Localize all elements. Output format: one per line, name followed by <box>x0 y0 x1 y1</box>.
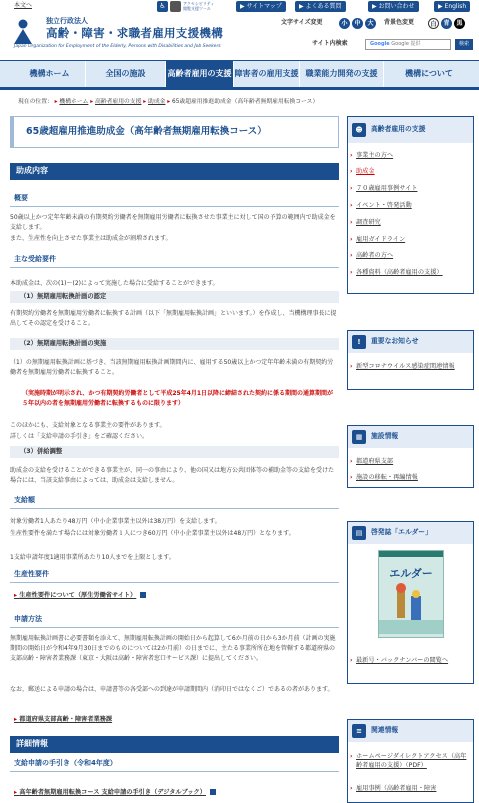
document-icon: ≡ <box>352 724 366 738</box>
procedure-text: 無期雇用転換計画書に必要書類を添えて、無期雇用転換計画の開始日から起算して6か月前の日から3か月前（計画の実施期間の開始日が令和4年9月30日までのものについては2か月前）の日までに、主たる事業所所在地を管轄する都道府県の支部高齢・障害者業務課（東京・大阪は高齢・障害者窓口サービス課）に提出してください。 <box>10 635 336 663</box>
org-name-en: Japan Organization for Employment of the Elderly, Persons with Disabilities and Job Seekers <box>14 44 221 49</box>
breadcrumb-current: 65歳超雇用推進助成金（高年齢者無期雇用転換コース） <box>172 99 319 105</box>
sidebar-item-elderly-people[interactable]: › 高齢者の方へ <box>356 251 470 260</box>
requirements-intro: 本助成金は、次の(1)〜(2)によって実施した場合に受給することができます。 <box>10 280 219 287</box>
bg-blue-button[interactable]: 青 <box>441 18 452 29</box>
english-button[interactable]: ▶ English <box>434 1 470 12</box>
heading-req1: （1）無期雇用転換計画の認定 <box>10 291 339 303</box>
jeed-logo[interactable] <box>12 18 34 44</box>
req1-text: 有期契約労働者を無期雇用労働者に転換する計画（以下「無期雇用転換計画」といいます。）を作成し、当機構理事長に提出してその認定を受けること。 <box>10 310 337 328</box>
breadcrumb: 現在の位置： ▸ 機構ホーム ▸ 高齢者雇用の支援 ▸ 助成金 ▸ 65歳超雇用推進助成金（高年齢者無期雇用転換コース） <box>18 99 319 105</box>
nav-item-elderly-support[interactable]: 高齢者雇用の支援 <box>166 61 234 87</box>
heading-guide: 支給申請の手引き（令和4年度） <box>10 758 339 772</box>
org-type: 独立行政法人 <box>46 17 88 25</box>
req3-text: 助成金の支給を受けることができる事業主が、同一の事由により、他の国又は地方公共団体等の補助金等の支給を受けた場合には、当該支給事由によっては、助成金は支給しません。 <box>10 467 335 485</box>
heading-overview: 概要 <box>10 193 339 207</box>
sidebar-support-heading: ☻ 高齢者雇用の支援 <box>348 117 473 143</box>
sitemap-button[interactable]: ▶ サイトマップ <box>236 1 286 12</box>
site-search-label: サイト内検索 <box>312 40 348 47</box>
elder-cover-title: エルダー <box>389 567 433 580</box>
heading-amount: 支給額 <box>10 495 339 509</box>
req2-note: （実施時期が明示され、かつ有期契約労働者として平成25年4月1日以降に締結された契約に係る期間の通算期間が５年以内の者を無期雇用労働者に転換するものに限ります） <box>22 390 334 408</box>
section-heading-detail: 詳細情報 <box>10 736 339 753</box>
procedure-text-2: なお、郵送による申請の場合は、申請書等の各受部への到達が申請期間内（消印日ではなくご）であるの者があります。 <box>10 686 334 693</box>
overview-text: 50歳以上かつ定年年齢未満の有期契約労働者を無期雇用労働者に転換させた事業主に対して国の予算の範囲内で助成金を支給します。 <box>10 214 336 232</box>
elder-cover-illustration <box>379 582 443 634</box>
external-link-icon <box>210 789 216 795</box>
section-heading-content: 助成内容 <box>10 163 339 180</box>
text-size-medium-button[interactable]: 中 <box>352 18 363 29</box>
nav-item-home[interactable]: 機構ホーム <box>14 61 86 87</box>
amount-text-2: 生産性要件を満たす場合には対象労働者１人につき60万円（中小企業事業主以外は48万円）となります。 <box>10 530 295 537</box>
sidebar-item-case-studies[interactable]: › 雇用事例（高齢者雇用・障害 <box>356 784 470 793</box>
elder-magazine-cover[interactable] <box>378 550 444 638</box>
breadcrumb-home[interactable]: 機構ホーム <box>59 99 89 105</box>
heading-requirements: 主な受給要件 <box>10 254 339 268</box>
contact-button[interactable]: ▶ お問い合わせ <box>368 1 419 12</box>
sidebar-elder-heading: ▤ 啓発誌「エルダー」 <box>348 522 473 544</box>
text-size-small-button[interactable]: 小 <box>339 18 350 29</box>
heading-req2: （2）無期雇用転換計画の実施 <box>10 338 339 350</box>
nav-item-disability-support[interactable]: 障害者の雇用支援 <box>234 61 300 87</box>
guide-link[interactable]: ▸ 高年齢者無期雇用転換コース 支給申請の手引き（デジタルブック） <box>14 789 216 797</box>
req-other-2: 詳しくは「支給申請の手引き」をご確認ください。 <box>10 433 149 440</box>
sidebar-item-employers[interactable]: › 事業主の方へ <box>356 151 470 160</box>
breadcrumb-elderly[interactable]: 高齢者雇用の支援 <box>95 99 142 105</box>
nav-item-facilities[interactable]: 全国の施設 <box>86 61 166 87</box>
search-input[interactable]: Google Google 提供 <box>365 39 451 50</box>
sidebar-related-heading: ≡ 関連情報 <box>348 720 473 742</box>
overview-text-2: また、生産性を向上させた事業主は助成金が割増されます。 <box>10 235 172 242</box>
nav-item-vocational-support[interactable]: 職業能力開発の支援 <box>300 61 384 87</box>
req2-text: （1）の無期雇用転換計画に基づき、当該無期雇用転換計画期間内に、雇用する50歳以上かつ定年年齢未満の有期契約労働者を無期雇用労働者に転換すること。 <box>10 359 334 377</box>
heading-procedure: 申請方法 <box>10 614 339 628</box>
sidebar-item-direct-access[interactable]: › ホームページダイレクトアクセス（高年齢者雇用の支援）（PDF） <box>356 752 470 770</box>
sidebar-item-covid[interactable]: › 新型コロナウイルス感染症関連情報 <box>356 362 470 371</box>
sidebar-item-elder-backnumber[interactable]: › 最新号・バックナンバーの閲覧へ <box>356 656 470 665</box>
sidebar-news-heading: ! 重要なお知らせ <box>348 331 473 353</box>
people-icon: ☻ <box>352 123 366 137</box>
search-button[interactable]: 検索 <box>455 39 473 50</box>
voice-icon[interactable] <box>170 1 181 12</box>
skip-to-content-link[interactable]: 本文へ <box>14 2 33 9</box>
building-icon: ▦ <box>352 430 366 444</box>
sidebar-item-subsidy[interactable]: › 助成金 <box>356 167 470 176</box>
req-other: このほかにも、支給対象となる事業主の要件があります。 <box>10 422 166 429</box>
procedure-link[interactable]: ▸ 都道府県支部高齢・障害者業務課 <box>14 716 113 723</box>
text-size-large-button[interactable]: 大 <box>365 18 376 29</box>
sidebar-item-branches[interactable]: › 都道府県支部 <box>356 457 470 466</box>
heading-productivity: 生産性要件 <box>10 569 339 583</box>
sidebar-item-events[interactable]: › イベント・啓発活動 <box>356 201 470 210</box>
productivity-link[interactable]: ▸ 生産性要件について（厚生労働省サイト） <box>14 592 146 600</box>
book-icon: ▤ <box>352 526 366 540</box>
sidebar-item-relocation[interactable]: › 施設の移転・再編情報 <box>356 473 470 482</box>
text-size-label: 文字サイズ変更 <box>281 19 323 26</box>
sidebar-item-research[interactable]: › 調査研究 <box>356 218 470 227</box>
bg-white-button[interactable]: 白 <box>428 18 439 29</box>
page-title: 65歳超雇用推進助成金（高年齢者無期雇用転換コース） <box>10 116 339 148</box>
sidebar-item-guideline[interactable]: › 雇用ガイドライン <box>356 235 470 244</box>
bg-color-label: 背景色変更 <box>384 19 415 26</box>
bg-black-button[interactable]: 黒 <box>454 18 465 29</box>
sidebar-facilities-heading: ▦ 施設情報 <box>348 426 473 448</box>
faq-button[interactable]: ▶ よくある質問 <box>295 1 346 12</box>
breadcrumb-subsidy[interactable]: 助成金 <box>148 99 166 105</box>
accessibility-tool-link[interactable]: アクセシビリティ 閲覧支援ツール <box>183 1 215 11</box>
accessibility-icon[interactable]: ♿ <box>157 1 168 12</box>
nav-item-about[interactable]: 機構について <box>405 69 453 79</box>
amount-text: 対象労働者1人あたり48万円（中小企業事業主以外は38万円）を支給します。 <box>10 518 221 525</box>
info-icon: ! <box>352 335 366 349</box>
org-name[interactable]: 高齢・障害・求職者雇用支援機構 <box>46 26 223 40</box>
heading-req3: （3）併給調整 <box>10 446 339 458</box>
sidebar-item-70-case-site[interactable]: › ７０歳雇用事例サイト <box>356 184 470 193</box>
amount-text-3: 1支給申請年度1適用事業所あたり10人までを上限とします。 <box>10 554 175 561</box>
sidebar-item-materials[interactable]: › 各種資料（高齢者雇用の支援） <box>356 268 470 277</box>
external-link-icon <box>140 592 146 598</box>
